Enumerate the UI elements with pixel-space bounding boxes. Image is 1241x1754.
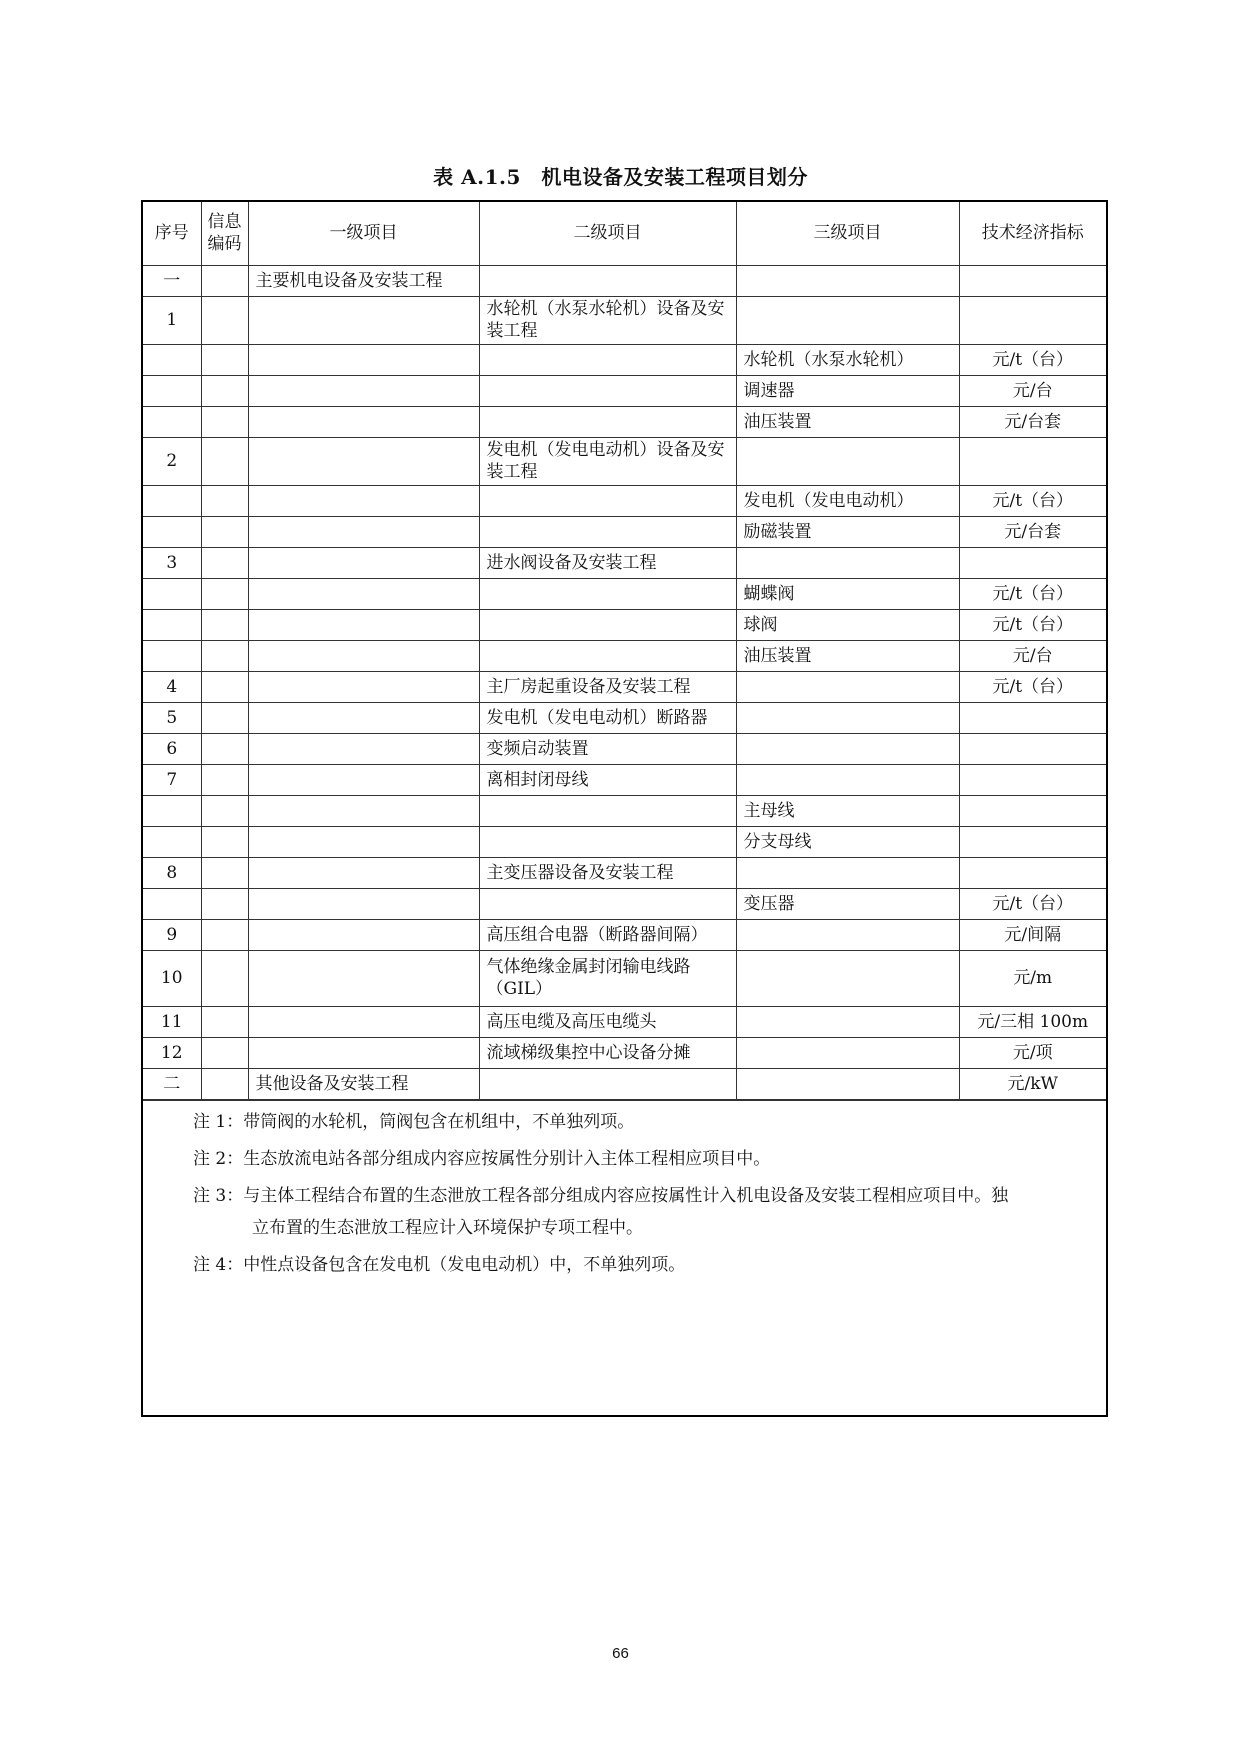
table-cell	[248, 826, 479, 857]
table-cell: 一	[143, 265, 201, 296]
table-cell	[143, 578, 201, 609]
table-cell: 元/m	[959, 950, 1106, 1006]
table-cell: 球阀	[736, 609, 959, 640]
table-row	[143, 671, 1106, 702]
table-row	[143, 265, 1106, 296]
table-row	[143, 406, 1106, 437]
page-number: 66	[612, 1645, 629, 1662]
table-cell	[201, 265, 248, 296]
table-frame	[141, 200, 1108, 1417]
table-cell	[143, 344, 201, 375]
table-cell	[201, 888, 248, 919]
table-cell	[959, 826, 1106, 857]
table-cell	[959, 296, 1106, 344]
table-title: 表 A.1.5 机电设备及安装工程项目划分	[433, 165, 808, 189]
table-cell	[201, 1037, 248, 1068]
table-cell	[479, 485, 736, 516]
table-header-row	[143, 202, 1106, 265]
table-cell: 11	[143, 1006, 201, 1037]
table-cell	[479, 795, 736, 826]
table-cell: 6	[143, 733, 201, 764]
table-cell: 发电机（发电电动机）设备及安装工程	[479, 437, 736, 485]
table-cell	[143, 485, 201, 516]
table-cell	[201, 609, 248, 640]
table-cell	[959, 702, 1106, 733]
table-cell: 气体绝缘金属封闭输电线路（GIL）	[479, 950, 736, 1006]
table-cell: 流域梯级集控中心设备分摊	[479, 1037, 736, 1068]
table-row	[143, 795, 1106, 826]
header-cell: 信息 编码	[201, 202, 248, 265]
table-cell: 元/台套	[959, 516, 1106, 547]
header-cell: 二级项目	[479, 202, 736, 265]
table-cell	[201, 795, 248, 826]
table-cell	[143, 888, 201, 919]
table-cell: 分支母线	[736, 826, 959, 857]
table-cell: 主母线	[736, 795, 959, 826]
table-cell	[736, 857, 959, 888]
table-row	[143, 578, 1106, 609]
table-cell: 元/t（台）	[959, 344, 1106, 375]
table-cell	[248, 950, 479, 1006]
table-cell	[201, 826, 248, 857]
table-row	[143, 733, 1106, 764]
table-cell: 水轮机（水泵水轮机）	[736, 344, 959, 375]
table-cell: 元/t（台）	[959, 888, 1106, 919]
table-row	[143, 437, 1106, 485]
table-cell: 2	[143, 437, 201, 485]
table-cell: 元/三相 100m	[959, 1006, 1106, 1037]
table-cell	[736, 702, 959, 733]
table-cell: 发电机（发电电动机）断路器	[479, 702, 736, 733]
table-row	[143, 344, 1106, 375]
table-cell: 油压装置	[736, 640, 959, 671]
table-cell	[248, 547, 479, 578]
table-cell	[736, 547, 959, 578]
table-row	[143, 702, 1106, 733]
table-body	[143, 265, 1106, 1099]
project-division-table	[143, 202, 1106, 1100]
table-cell	[959, 733, 1106, 764]
table-cell	[248, 640, 479, 671]
table-row	[143, 1037, 1106, 1068]
table-cell	[479, 265, 736, 296]
table-cell	[201, 1068, 248, 1099]
table-cell: 蝴蝶阀	[736, 578, 959, 609]
table-cell: 8	[143, 857, 201, 888]
table-cell: 4	[143, 671, 201, 702]
table-cell	[143, 795, 201, 826]
table-cell	[959, 764, 1106, 795]
table-cell: 发电机（发电电动机）	[736, 485, 959, 516]
table-cell	[736, 764, 959, 795]
table-cell	[248, 516, 479, 547]
table-cell	[736, 671, 959, 702]
note-item	[143, 1254, 1106, 1277]
table-cell: 元/台套	[959, 406, 1106, 437]
note-item	[143, 1185, 1106, 1240]
table-row	[143, 888, 1106, 919]
table-cell	[736, 919, 959, 950]
table-row	[143, 919, 1106, 950]
table-cell: 元/t（台）	[959, 671, 1106, 702]
note-label: 注 3：	[193, 1185, 244, 1206]
table-row	[143, 375, 1106, 406]
table-cell	[248, 857, 479, 888]
table-cell	[479, 1068, 736, 1099]
table-cell	[479, 640, 736, 671]
table-cell	[959, 437, 1106, 485]
table-cell: 5	[143, 702, 201, 733]
table-cell: 主要机电设备及安装工程	[248, 265, 479, 296]
note-text: 生态放流电站各部分组成内容应按属性分别计入主体工程相应项目中。	[243, 1148, 771, 1169]
table-cell: 元/t（台）	[959, 485, 1106, 516]
note-label: 注 4：	[193, 1254, 244, 1275]
table-cell	[248, 733, 479, 764]
table-cell: 元/kW	[959, 1068, 1106, 1099]
table-cell	[201, 578, 248, 609]
table-cell	[736, 950, 959, 1006]
table-cell	[143, 826, 201, 857]
table-cell: 12	[143, 1037, 201, 1068]
table-cell	[248, 296, 479, 344]
table-cell: 高压组合电器（断路器间隔）	[479, 919, 736, 950]
table-cell	[201, 764, 248, 795]
table-cell	[248, 485, 479, 516]
table-cell: 1	[143, 296, 201, 344]
table-row	[143, 1068, 1106, 1099]
header-cell: 一级项目	[248, 202, 479, 265]
table-cell: 进水阀设备及安装工程	[479, 547, 736, 578]
table-cell	[736, 733, 959, 764]
table-cell	[143, 640, 201, 671]
note-item	[143, 1111, 1106, 1134]
table-cell: 9	[143, 919, 201, 950]
table-cell: 其他设备及安装工程	[248, 1068, 479, 1099]
table-cell	[736, 1006, 959, 1037]
table-cell	[143, 609, 201, 640]
table-cell	[201, 437, 248, 485]
table-row	[143, 640, 1106, 671]
note-item	[143, 1148, 1106, 1171]
table-cell	[248, 406, 479, 437]
table-cell	[201, 733, 248, 764]
table-row	[143, 296, 1106, 344]
table-cell	[201, 702, 248, 733]
table-row	[143, 1006, 1106, 1037]
table-row	[143, 950, 1106, 1006]
table-row	[143, 764, 1106, 795]
table-cell	[248, 795, 479, 826]
table-cell: 调速器	[736, 375, 959, 406]
note-continuation: 立布置的生态泄放工程应计入环境保护专项工程中。	[252, 1217, 643, 1238]
table-cell: 元/台	[959, 375, 1106, 406]
table-cell	[143, 375, 201, 406]
table-cell	[479, 578, 736, 609]
table-cell	[201, 1006, 248, 1037]
table-cell: 油压装置	[736, 406, 959, 437]
table-cell	[959, 265, 1106, 296]
table-cell	[201, 671, 248, 702]
table-cell	[959, 795, 1106, 826]
table-row	[143, 516, 1106, 547]
table-cell: 10	[143, 950, 201, 1006]
table-cell: 离相封闭母线	[479, 764, 736, 795]
note-text: 中性点设备包含在发电机（发电电动机）中，不单独列项。	[243, 1254, 686, 1275]
table-cell	[201, 950, 248, 1006]
table-cell	[479, 344, 736, 375]
header-cell: 序号	[143, 202, 201, 265]
table-cell	[736, 296, 959, 344]
table-cell	[201, 640, 248, 671]
table-cell: 7	[143, 764, 201, 795]
table-cell: 元/t（台）	[959, 609, 1106, 640]
note-text: 与主体工程结合布置的生态泄放工程各部分组成内容应按属性计入机电设备及安装工程相应项目中。独	[243, 1185, 1009, 1206]
table-cell	[479, 406, 736, 437]
table-cell: 元/t（台）	[959, 578, 1106, 609]
table-cell	[248, 1006, 479, 1037]
table-cell	[201, 296, 248, 344]
table-cell	[143, 406, 201, 437]
table-cell	[201, 485, 248, 516]
table-cell: 元/台	[959, 640, 1106, 671]
table-cell	[248, 764, 479, 795]
header-cell: 技术经济指标	[959, 202, 1106, 265]
table-cell	[248, 437, 479, 485]
table-cell	[248, 609, 479, 640]
table-cell: 元/间隔	[959, 919, 1106, 950]
table-cell	[248, 578, 479, 609]
table-cell: 变频启动装置	[479, 733, 736, 764]
header-cell: 三级项目	[736, 202, 959, 265]
table-cell	[143, 516, 201, 547]
table-cell	[248, 888, 479, 919]
note-text: 带筒阀的水轮机，筒阀包含在机组中，不单独列项。	[243, 1111, 635, 1132]
note-label: 注 2：	[193, 1148, 244, 1169]
table-cell: 变压器	[736, 888, 959, 919]
table-cell	[479, 826, 736, 857]
table-row	[143, 485, 1106, 516]
table-cell	[201, 375, 248, 406]
table-cell: 主变压器设备及安装工程	[479, 857, 736, 888]
table-row	[143, 609, 1106, 640]
table-cell	[201, 516, 248, 547]
table-cell	[479, 609, 736, 640]
table-cell	[248, 919, 479, 950]
table-cell	[479, 375, 736, 406]
table-cell	[959, 547, 1106, 578]
table-cell: 二	[143, 1068, 201, 1099]
table-cell: 3	[143, 547, 201, 578]
table-cell	[479, 888, 736, 919]
table-cell	[736, 1037, 959, 1068]
table-cell	[736, 1068, 959, 1099]
table-cell	[201, 344, 248, 375]
table-cell: 高压电缆及高压电缆头	[479, 1006, 736, 1037]
table-cell: 水轮机（水泵水轮机）设备及安装工程	[479, 296, 736, 344]
note-label: 注 1：	[193, 1111, 244, 1132]
table-cell	[201, 919, 248, 950]
table-cell	[201, 857, 248, 888]
table-cell	[736, 437, 959, 485]
table-cell	[736, 265, 959, 296]
table-cell	[248, 375, 479, 406]
table-cell	[248, 671, 479, 702]
table-row	[143, 826, 1106, 857]
table-cell: 主厂房起重设备及安装工程	[479, 671, 736, 702]
table-row	[143, 547, 1106, 578]
notes-section	[143, 1100, 1106, 1277]
table-cell	[201, 406, 248, 437]
table-cell	[248, 1037, 479, 1068]
table-cell: 励磁装置	[736, 516, 959, 547]
table-row	[143, 857, 1106, 888]
table-cell	[248, 702, 479, 733]
table-cell	[959, 857, 1106, 888]
table-cell	[201, 547, 248, 578]
table-cell	[479, 516, 736, 547]
table-cell	[248, 344, 479, 375]
table-cell: 元/项	[959, 1037, 1106, 1068]
